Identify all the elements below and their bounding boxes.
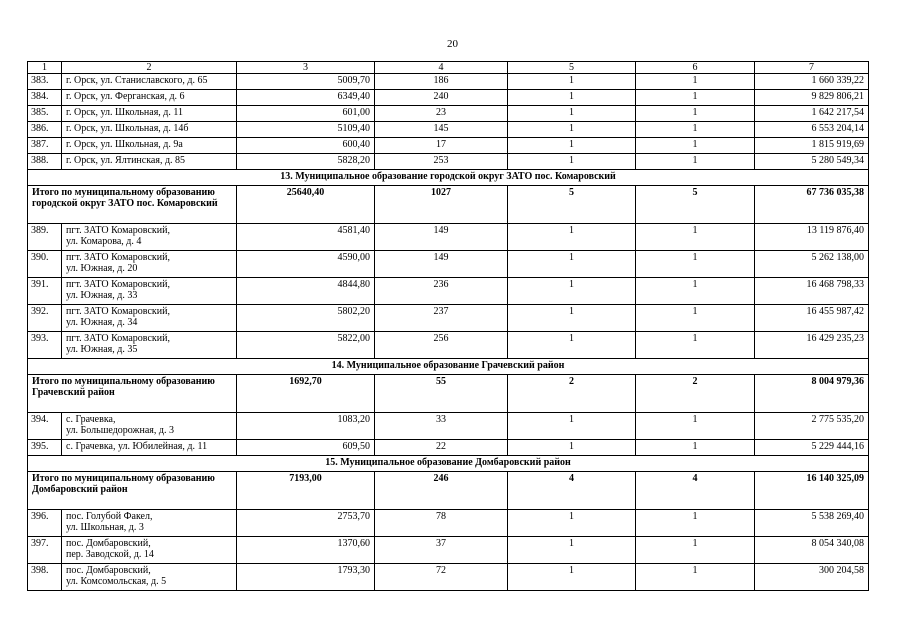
column-header-4: 4: [375, 62, 508, 74]
row-area: 4581,40: [237, 224, 375, 251]
row-address: г. Орск, ул. Школьная, д. 9а: [62, 138, 237, 154]
table-row: [28, 106, 869, 122]
row-col6: 1: [636, 106, 755, 122]
row-address: пгт. ЗАТО Комаровский, ул. Южная, д. 34: [62, 305, 237, 332]
table-row: [28, 122, 869, 138]
row-col6: 1: [636, 510, 755, 537]
column-header-5: 5: [508, 62, 636, 74]
row-col5: 1: [508, 564, 636, 591]
row-address: пос. Домбаровский, пер. Заводской, д. 14: [62, 537, 237, 564]
row-cost: 16 468 798,33: [755, 278, 869, 305]
row-col5: 1: [508, 122, 636, 138]
row-area: 6349,40: [237, 90, 375, 106]
row-cost: 16 429 235,23: [755, 332, 869, 359]
row-address: пгт. ЗАТО Комаровский, ул. Комарова, д. 4: [62, 224, 237, 251]
row-residents: 240: [375, 90, 508, 106]
row-area: 4590,00: [237, 251, 375, 278]
section-header-row: [28, 170, 869, 186]
total-area: 1692,70: [237, 375, 375, 413]
row-residents: 149: [375, 224, 508, 251]
row-cost: 1 815 919,69: [755, 138, 869, 154]
row-col6: 1: [636, 74, 755, 90]
table-body: [28, 62, 869, 591]
table-row: [28, 278, 869, 305]
row-cost: 8 054 340,08: [755, 537, 869, 564]
row-residents: 17: [375, 138, 508, 154]
row-area: 4844,80: [237, 278, 375, 305]
row-col6: 1: [636, 413, 755, 440]
total-cost: 67 736 035,38: [755, 186, 869, 224]
row-col6: 1: [636, 90, 755, 106]
row-col6: 1: [636, 278, 755, 305]
row-residents: 149: [375, 251, 508, 278]
total-col6: 4: [636, 472, 755, 510]
row-number: 386.: [28, 122, 62, 138]
row-area: 5822,00: [237, 332, 375, 359]
row-col5: 1: [508, 332, 636, 359]
row-area: 5109,40: [237, 122, 375, 138]
column-header-6: 6: [636, 62, 755, 74]
housing-table: [27, 61, 869, 591]
row-col5: 1: [508, 537, 636, 564]
row-residents: 33: [375, 413, 508, 440]
total-cost: 16 140 325,09: [755, 472, 869, 510]
section-title: 14. Муниципальное образование Грачевский район: [28, 359, 869, 375]
row-col5: 1: [508, 224, 636, 251]
row-number: 385.: [28, 106, 62, 122]
row-residents: 256: [375, 332, 508, 359]
row-address: г. Орск, ул. Ялтинская, д. 85: [62, 154, 237, 170]
table-row: [28, 154, 869, 170]
row-cost: 16 455 987,42: [755, 305, 869, 332]
total-residents: 1027: [375, 186, 508, 224]
row-col5: 1: [508, 74, 636, 90]
total-residents: 246: [375, 472, 508, 510]
row-number: 390.: [28, 251, 62, 278]
total-col5: 5: [508, 186, 636, 224]
row-number: 398.: [28, 564, 62, 591]
total-residents: 55: [375, 375, 508, 413]
table-row: [28, 537, 869, 564]
row-address: г. Орск, ул. Станиславского, д. 65: [62, 74, 237, 90]
row-address: с. Грачевка, ул. Юбилейная, д. 11: [62, 440, 237, 456]
row-number: 393.: [28, 332, 62, 359]
total-label: Итого по муниципальному образованию городской округ ЗАТО пос. Комаровский: [28, 186, 237, 224]
row-residents: 78: [375, 510, 508, 537]
row-cost: 1 642 217,54: [755, 106, 869, 122]
table-row: [28, 224, 869, 251]
row-col6: 1: [636, 138, 755, 154]
row-col5: 1: [508, 251, 636, 278]
table-row: [28, 74, 869, 90]
row-residents: 145: [375, 122, 508, 138]
row-number: 394.: [28, 413, 62, 440]
row-number: 391.: [28, 278, 62, 305]
row-cost: 5 538 269,40: [755, 510, 869, 537]
row-address: г. Орск, ул. Школьная, д. 14б: [62, 122, 237, 138]
row-residents: 236: [375, 278, 508, 305]
row-col5: 1: [508, 440, 636, 456]
table-row: [28, 440, 869, 456]
page-number: 20: [447, 38, 458, 50]
row-number: 383.: [28, 74, 62, 90]
row-area: 5009,70: [237, 74, 375, 90]
row-address: г. Орск, ул. Школьная, д. 11: [62, 106, 237, 122]
row-col5: 1: [508, 106, 636, 122]
table-row: [28, 332, 869, 359]
row-col6: 1: [636, 440, 755, 456]
table-row: [28, 90, 869, 106]
row-address: пос. Домбаровский, ул. Комсомольская, д. 5: [62, 564, 237, 591]
row-col6: 1: [636, 122, 755, 138]
row-address: пгт. ЗАТО Комаровский, ул. Южная, д. 20: [62, 251, 237, 278]
row-residents: 253: [375, 154, 508, 170]
row-col5: 1: [508, 510, 636, 537]
row-address: пос. Голубой Факел, ул. Школьная, д. 3: [62, 510, 237, 537]
row-number: 387.: [28, 138, 62, 154]
row-col5: 1: [508, 154, 636, 170]
row-address: пгт. ЗАТО Комаровский, ул. Южная, д. 35: [62, 332, 237, 359]
total-col6: 5: [636, 186, 755, 224]
row-area: 1793,30: [237, 564, 375, 591]
total-col5: 4: [508, 472, 636, 510]
row-col5: 1: [508, 90, 636, 106]
row-area: 5828,20: [237, 154, 375, 170]
row-cost: 300 204,58: [755, 564, 869, 591]
row-residents: 72: [375, 564, 508, 591]
row-col6: 1: [636, 564, 755, 591]
row-residents: 186: [375, 74, 508, 90]
row-col5: 1: [508, 305, 636, 332]
row-residents: 23: [375, 106, 508, 122]
row-number: 392.: [28, 305, 62, 332]
total-area: 7193,00: [237, 472, 375, 510]
section-title: 13. Муниципальное образование городской округ ЗАТО пос. Комаровский: [28, 170, 869, 186]
row-col6: 1: [636, 537, 755, 564]
total-row: [28, 375, 869, 413]
row-address: г. Орск, ул. Ферганская, д. 6: [62, 90, 237, 106]
row-col5: 1: [508, 278, 636, 305]
total-row: [28, 472, 869, 510]
row-cost: 2 775 535,20: [755, 413, 869, 440]
section-header-row: [28, 456, 869, 472]
total-row: [28, 186, 869, 224]
row-cost: 13 119 876,40: [755, 224, 869, 251]
row-area: 1083,20: [237, 413, 375, 440]
table-row: [28, 510, 869, 537]
section-title: 15. Муниципальное образование Домбаровский район: [28, 456, 869, 472]
row-col6: 1: [636, 224, 755, 251]
row-col5: 1: [508, 138, 636, 154]
row-area: 5802,20: [237, 305, 375, 332]
column-header-1: 1: [28, 62, 62, 74]
row-col6: 1: [636, 154, 755, 170]
table-row: [28, 413, 869, 440]
row-number: 397.: [28, 537, 62, 564]
row-number: 388.: [28, 154, 62, 170]
row-residents: 22: [375, 440, 508, 456]
row-number: 395.: [28, 440, 62, 456]
row-cost: 5 262 138,00: [755, 251, 869, 278]
row-col5: 1: [508, 413, 636, 440]
column-header-2: 2: [62, 62, 237, 74]
row-col6: 1: [636, 305, 755, 332]
row-col6: 1: [636, 332, 755, 359]
total-col5: 2: [508, 375, 636, 413]
row-col6: 1: [636, 251, 755, 278]
column-header-3: 3: [237, 62, 375, 74]
row-address: с. Грачевка, ул. Большедорожная, д. 3: [62, 413, 237, 440]
row-cost: 1 660 339,22: [755, 74, 869, 90]
row-number: 389.: [28, 224, 62, 251]
total-cost: 8 004 979,36: [755, 375, 869, 413]
table-row: [28, 251, 869, 278]
row-area: 609,50: [237, 440, 375, 456]
column-header-row: [28, 62, 869, 74]
row-area: 600,40: [237, 138, 375, 154]
total-label: Итого по муниципальному образованию Домбаровский район: [28, 472, 237, 510]
row-cost: 5 280 549,34: [755, 154, 869, 170]
row-number: 396.: [28, 510, 62, 537]
total-area: 25640,40: [237, 186, 375, 224]
table-row: [28, 564, 869, 591]
row-area: 601,00: [237, 106, 375, 122]
row-area: 2753,70: [237, 510, 375, 537]
section-header-row: [28, 359, 869, 375]
row-cost: 9 829 806,21: [755, 90, 869, 106]
row-cost: 6 553 204,14: [755, 122, 869, 138]
total-label: Итого по муниципальному образованию Грачевский район: [28, 375, 237, 413]
table-row: [28, 138, 869, 154]
row-number: 384.: [28, 90, 62, 106]
table-row: [28, 305, 869, 332]
row-residents: 237: [375, 305, 508, 332]
row-area: 1370,60: [237, 537, 375, 564]
row-residents: 37: [375, 537, 508, 564]
total-col6: 2: [636, 375, 755, 413]
column-header-7: 7: [755, 62, 869, 74]
row-address: пгт. ЗАТО Комаровский, ул. Южная, д. 33: [62, 278, 237, 305]
row-cost: 5 229 444,16: [755, 440, 869, 456]
